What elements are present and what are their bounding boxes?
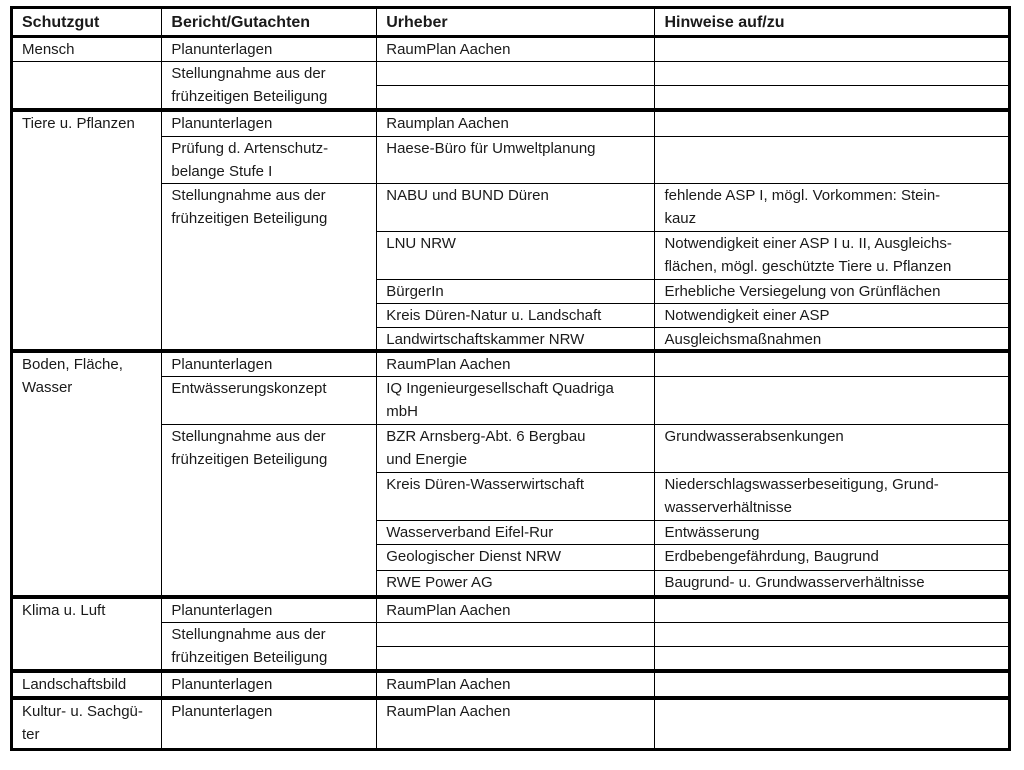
- table-row: [12, 425, 1010, 473]
- urheber-line: und Energie: [386, 451, 468, 468]
- hinweis-cell: Erdbebengefährdung, Baugrund: [655, 545, 1010, 571]
- header-row: [12, 8, 1010, 37]
- table-row: [12, 37, 1010, 62]
- schutzgut-line: Boden, Fläche,: [22, 356, 123, 373]
- urheber-cell: [377, 377, 655, 425]
- urheber-line: IQ Ingenieurgesellschaft Quadriga: [386, 380, 614, 397]
- urheber-cell: Haese-Büro für Umweltplanung: [377, 136, 655, 183]
- urheber-cell: RaumPlan Aachen: [377, 671, 655, 698]
- bericht-cell: Planunterlagen: [162, 597, 377, 623]
- schutzgut-cell: [12, 351, 162, 597]
- header-schutzgut: Schutzgut: [12, 8, 162, 37]
- hinweis-cell: Baugrund- u. Grundwasserverhältnisse: [655, 571, 1010, 597]
- urheber-cell: Kreis Düren-Natur u. Landschaft: [377, 303, 655, 327]
- table-row: [12, 351, 1010, 377]
- schutzgut-line: Wasser: [22, 379, 73, 396]
- hinweis-cell: Notwendigkeit einer ASP: [655, 303, 1010, 327]
- urheber-cell: Geologischer Dienst NRW: [377, 545, 655, 571]
- bericht-cell: Planunterlagen: [162, 37, 377, 62]
- hinweis-cell: [655, 671, 1010, 698]
- urheber-cell: Wasserverband Eifel-Rur: [377, 521, 655, 545]
- urheber-line: mbH: [386, 403, 418, 420]
- hinweis-cell: [655, 473, 1010, 521]
- urheber-cell: Landwirtschaftskammer NRW: [377, 327, 655, 351]
- urheber-cell: LNU NRW: [377, 231, 655, 279]
- bericht-cell: Planunterlagen: [162, 351, 377, 377]
- urheber-cell: RaumPlan Aachen: [377, 698, 655, 750]
- hinweis-line: kauz: [664, 209, 697, 227]
- header-urheber: Urheber: [377, 8, 655, 37]
- hinweis-cell: Ausgleichsmaßnahmen: [655, 327, 1010, 351]
- hinweis-line: Notwendigkeit einer ASP I u. II, Ausgleichs-: [664, 234, 952, 252]
- urheber-cell: RaumPlan Aachen: [377, 597, 655, 623]
- bericht-cell: Entwässerungskonzept: [162, 377, 377, 425]
- table-row: [12, 110, 1010, 136]
- bericht-cell: [162, 62, 377, 111]
- urheber-cell: [377, 62, 655, 86]
- hinweis-line: flächen, mögl. geschützte Tiere u. Pflanzen: [664, 257, 952, 275]
- hinweis-cell: Grundwasserabsenkungen: [655, 425, 1010, 473]
- bericht-cell: Planunterlagen: [162, 110, 377, 136]
- urheber-cell: RaumPlan Aachen: [377, 351, 655, 377]
- table-row: [12, 622, 1010, 647]
- hinweis-cell: [655, 183, 1010, 231]
- bericht-cell: Planunterlagen: [162, 671, 377, 698]
- urheber-cell: [377, 647, 655, 671]
- table-row: [12, 698, 1010, 750]
- urheber-cell: [377, 425, 655, 473]
- hinweis-cell: [655, 351, 1010, 377]
- hinweis-cell: [655, 377, 1010, 425]
- bericht-line: Stellungnahme aus der: [171, 65, 326, 82]
- bericht-cell: Planunterlagen: [162, 698, 377, 750]
- schutzgut-cell: Tiere u. Pflanzen: [12, 110, 162, 351]
- schutzgut-table: [10, 6, 1011, 751]
- hinweis-cell: [655, 622, 1010, 647]
- bericht-cell: [162, 425, 377, 597]
- table-row: [12, 62, 1010, 86]
- hinweis-cell: [655, 62, 1010, 86]
- hinweis-cell: [655, 698, 1010, 750]
- hinweis-cell: [655, 37, 1010, 62]
- hinweis-cell: [655, 85, 1010, 110]
- schutzgut-cell: [12, 698, 162, 750]
- bericht-cell: [162, 622, 377, 671]
- hinweis-cell: Erhebliche Versiegelung von Grünflächen: [655, 279, 1010, 303]
- bericht-line: Stellungnahme aus der: [171, 625, 326, 643]
- urheber-cell: BürgerIn: [377, 279, 655, 303]
- hinweis-cell: [655, 231, 1010, 279]
- table-row: [12, 183, 1010, 231]
- urheber-cell: Kreis Düren-Wasserwirtschaft: [377, 473, 655, 521]
- urheber-cell: [377, 622, 655, 647]
- hinweis-cell: [655, 136, 1010, 183]
- hinweis-cell: [655, 597, 1010, 623]
- header-bericht: Bericht/Gutachten: [162, 8, 377, 37]
- bericht-cell: [162, 183, 377, 351]
- bericht-line: frühzeitigen Beteiligung: [171, 451, 328, 468]
- schutzgut-line: ter: [22, 725, 40, 743]
- header-hinweise: Hinweise auf/zu: [655, 8, 1010, 37]
- hinweis-cell: [655, 110, 1010, 136]
- bericht-line: frühzeitigen Beteiligung: [171, 209, 328, 227]
- table-row: [12, 136, 1010, 183]
- hinweis-line: wasserverhältnisse: [664, 499, 793, 516]
- table-row: [12, 597, 1010, 623]
- bericht-line: belange Stufe I: [171, 162, 273, 180]
- schutzgut-cell: Mensch: [12, 37, 162, 62]
- bericht-line: frühzeitigen Beteiligung: [171, 88, 328, 105]
- schutzgut-cell: Landschaftsbild: [12, 671, 162, 698]
- schutzgut-cell: Klima u. Luft: [12, 597, 162, 671]
- hinweis-cell: [655, 647, 1010, 671]
- table-row: [12, 671, 1010, 698]
- hinweis-line: fehlende ASP I, mögl. Vorkommen: Stein-: [664, 186, 941, 204]
- urheber-line: BZR Arnsberg-Abt. 6 Bergbau: [386, 428, 586, 445]
- schutzgut-cell: [12, 62, 162, 111]
- schutzgut-line: Kultur- u. Sachgü-: [22, 702, 143, 720]
- bericht-line: Prüfung d. Artenschutz-: [171, 139, 329, 157]
- bericht-line: frühzeitigen Beteiligung: [171, 648, 328, 666]
- hinweis-line: Niederschlagswasserbeseitigung, Grund-: [664, 476, 939, 493]
- urheber-cell: RaumPlan Aachen: [377, 37, 655, 62]
- table-row: [12, 377, 1010, 425]
- bericht-line: Stellungnahme aus der: [171, 428, 326, 445]
- bericht-line: Stellungnahme aus der: [171, 186, 326, 204]
- bericht-cell: [162, 136, 377, 183]
- hinweis-cell: Entwässerung: [655, 521, 1010, 545]
- urheber-cell: NABU und BUND Düren: [377, 183, 655, 231]
- urheber-cell: [377, 85, 655, 110]
- urheber-cell: RWE Power AG: [377, 571, 655, 597]
- urheber-cell: Raumplan Aachen: [377, 110, 655, 136]
